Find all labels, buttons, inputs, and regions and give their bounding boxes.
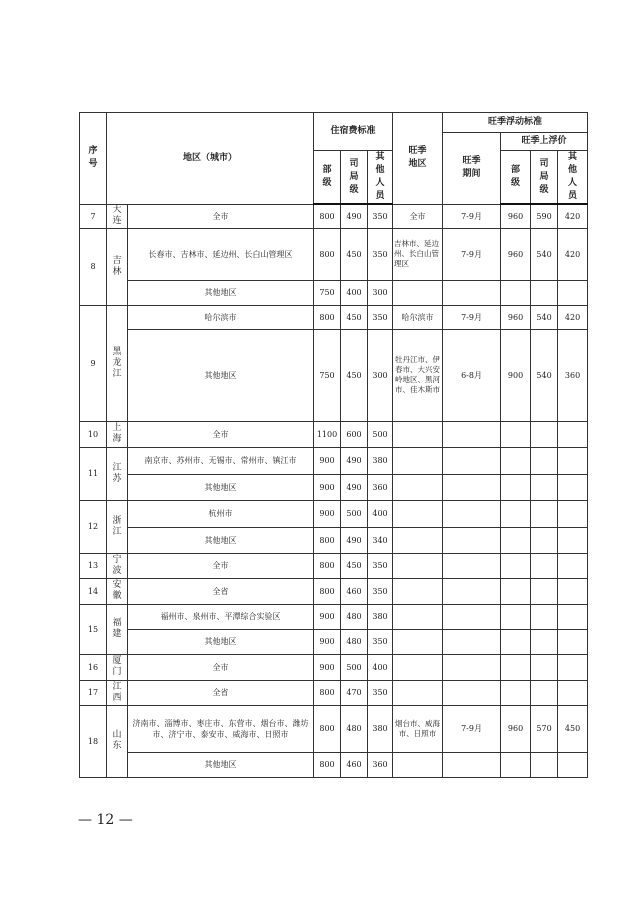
empty-cell [531,447,558,474]
city: 哈尔滨市 [128,305,314,329]
empty-cell [393,447,443,474]
dept-rate: 900 [314,447,341,474]
empty-cell [501,447,531,474]
empty-cell [443,500,501,527]
table-row [80,578,588,604]
peak-other-rate: 360 [558,329,588,421]
empty-cell [393,280,443,305]
peak-other-rate: 420 [558,228,588,280]
empty-cell [443,280,501,305]
row-no: 10 [80,421,107,447]
table-row [80,305,588,329]
empty-cell [558,474,588,500]
header-float-other: 其他人员 [558,151,588,205]
peak-period: 7-9月 [443,204,501,228]
header-dept: 部级 [314,151,341,205]
empty-cell [501,527,531,553]
empty-cell [558,752,588,777]
empty-cell [558,629,588,654]
empty-cell [393,654,443,680]
province: 黑龙江 [107,305,128,421]
row-no: 11 [80,447,107,500]
bureau-rate: 470 [341,680,368,705]
empty-cell [393,680,443,705]
province: 厦门 [107,654,128,680]
row-no: 8 [80,228,107,305]
empty-cell [393,421,443,447]
empty-cell [501,553,531,578]
city: 杭州市 [128,500,314,527]
bureau-rate: 450 [341,305,368,329]
empty-cell [443,447,501,474]
lodging-standard-table [79,112,588,778]
empty-cell [443,654,501,680]
table-row [80,447,588,474]
other-rate: 400 [368,654,393,680]
empty-cell [443,680,501,705]
dept-rate: 750 [314,329,341,421]
city: 其他地区 [128,629,314,654]
peak-bureau-rate: 570 [531,705,558,752]
province: 江苏 [107,447,128,500]
bureau-rate: 490 [341,527,368,553]
table-row [80,421,588,447]
other-rate: 350 [368,204,393,228]
city: 其他地区 [128,280,314,305]
dept-rate: 800 [314,553,341,578]
empty-cell [558,680,588,705]
row-no: 12 [80,500,107,553]
empty-cell [531,500,558,527]
other-rate: 380 [368,447,393,474]
empty-cell [443,474,501,500]
other-rate: 360 [368,474,393,500]
dept-rate: 900 [314,654,341,680]
header-float: 旺季浮动标准 [443,113,588,133]
table-row [80,280,588,305]
peak-dept-rate: 960 [501,228,531,280]
bureau-rate: 460 [341,578,368,604]
empty-cell [393,500,443,527]
peak-period: 7-9月 [443,228,501,280]
empty-cell [501,280,531,305]
other-rate: 500 [368,421,393,447]
empty-cell [501,500,531,527]
row-no: 17 [80,680,107,705]
peak-dept-rate: 960 [501,305,531,329]
row-no: 16 [80,654,107,680]
city: 其他地区 [128,752,314,777]
peak-period: 6-8月 [443,329,501,421]
peak-period: 7-9月 [443,305,501,329]
other-rate: 350 [368,578,393,604]
peak-bureau-rate: 590 [531,204,558,228]
province: 浙江 [107,500,128,553]
empty-cell [501,629,531,654]
city: 济南市、淄博市、枣庄市、东营市、烟台市、潍坊市、济宁市、泰安市、威海市、日照市 [128,705,314,752]
peak-area: 烟台市、威海市、日照市 [393,705,443,752]
empty-cell [501,474,531,500]
other-rate: 350 [368,305,393,329]
empty-cell [531,421,558,447]
province: 江西 [107,680,128,705]
empty-cell [531,527,558,553]
bureau-rate: 480 [341,705,368,752]
empty-cell [501,578,531,604]
other-rate: 360 [368,752,393,777]
row-no: 18 [80,705,107,777]
dept-rate: 1100 [314,421,341,447]
empty-cell [443,629,501,654]
empty-cell [443,604,501,629]
other-rate: 380 [368,604,393,629]
peak-dept-rate: 960 [501,204,531,228]
other-rate: 340 [368,527,393,553]
empty-cell [558,553,588,578]
row-no: 9 [80,305,107,421]
table-row [80,474,588,500]
dept-rate: 800 [314,578,341,604]
empty-cell [531,553,558,578]
other-rate: 300 [368,329,393,421]
city: 全省 [128,578,314,604]
city: 全市 [128,204,314,228]
empty-cell [393,629,443,654]
empty-cell [443,421,501,447]
empty-cell [558,527,588,553]
empty-cell [531,629,558,654]
header-lodging: 住宿费标准 [314,113,393,151]
table-row [80,553,588,578]
city: 其他地区 [128,474,314,500]
bureau-rate: 400 [341,280,368,305]
empty-cell [393,752,443,777]
empty-cell [393,604,443,629]
dept-rate: 800 [314,204,341,228]
empty-cell [393,578,443,604]
empty-cell [443,752,501,777]
dept-rate: 900 [314,500,341,527]
table-row [80,604,588,629]
dept-rate: 900 [314,474,341,500]
province: 宁波 [107,553,128,578]
province: 上海 [107,421,128,447]
header-float-bureau: 司局级 [531,151,558,205]
peak-area: 吉林市、延边州、长白山管理区 [393,228,443,280]
dept-rate: 800 [314,305,341,329]
bureau-rate: 600 [341,421,368,447]
peak-other-rate: 450 [558,705,588,752]
empty-cell [501,604,531,629]
page-number: — 12 — [78,812,133,828]
peak-bureau-rate: 540 [531,305,558,329]
header-peak-period: 旺季期间 [443,133,501,205]
other-rate: 380 [368,705,393,752]
peak-dept-rate: 960 [501,705,531,752]
empty-cell [443,553,501,578]
empty-cell [558,421,588,447]
empty-cell [531,578,558,604]
empty-cell [501,752,531,777]
empty-cell [558,604,588,629]
empty-cell [531,680,558,705]
empty-cell [443,578,501,604]
province: 安徽 [107,578,128,604]
table-row [80,329,588,421]
header-bureau: 司局级 [341,151,368,205]
dept-rate: 800 [314,705,341,752]
row-no: 14 [80,578,107,604]
header-other: 其他人员 [368,151,393,205]
province: 吉林 [107,228,128,305]
empty-cell [531,474,558,500]
empty-cell [501,421,531,447]
bureau-rate: 500 [341,500,368,527]
city: 长春市、吉林市、延边州、长白山管理区 [128,228,314,280]
city: 全市 [128,654,314,680]
empty-cell [531,280,558,305]
table-row [80,527,588,553]
city: 全市 [128,421,314,447]
province: 福建 [107,604,128,654]
table-row [80,680,588,705]
peak-area: 哈尔滨市 [393,305,443,329]
row-no: 13 [80,553,107,578]
other-rate: 350 [368,553,393,578]
header-float-dept: 部级 [501,151,531,205]
table-row [80,204,588,228]
header-area: 地区（城市） [107,113,314,205]
province: 山东 [107,705,128,777]
header-peak-area: 旺季地区 [393,113,443,205]
table-row [80,752,588,777]
other-rate: 300 [368,280,393,305]
row-no: 7 [80,204,107,228]
dept-rate: 900 [314,604,341,629]
peak-other-rate: 420 [558,204,588,228]
empty-cell [558,280,588,305]
empty-cell [393,553,443,578]
peak-other-rate: 420 [558,305,588,329]
other-rate: 350 [368,629,393,654]
city: 其他地区 [128,329,314,421]
other-rate: 350 [368,228,393,280]
dept-rate: 900 [314,629,341,654]
bureau-rate: 450 [341,228,368,280]
city: 全省 [128,680,314,705]
bureau-rate: 490 [341,447,368,474]
other-rate: 400 [368,500,393,527]
empty-cell [393,527,443,553]
empty-cell [558,500,588,527]
peak-bureau-rate: 540 [531,329,558,421]
peak-area: 全市 [393,204,443,228]
peak-area: 牡丹江市、伊春市、大兴安岭地区、黑河市、佳木斯市 [393,329,443,421]
peak-dept-rate: 900 [501,329,531,421]
bureau-rate: 480 [341,629,368,654]
city: 其他地区 [128,527,314,553]
dept-rate: 800 [314,752,341,777]
table-row [80,705,588,752]
empty-cell [558,654,588,680]
table-row [80,654,588,680]
row-no: 15 [80,604,107,654]
empty-cell [393,474,443,500]
other-rate: 350 [368,680,393,705]
dept-rate: 750 [314,280,341,305]
bureau-rate: 500 [341,654,368,680]
empty-cell [531,654,558,680]
dept-rate: 800 [314,228,341,280]
bureau-rate: 450 [341,553,368,578]
peak-bureau-rate: 540 [531,228,558,280]
empty-cell [558,447,588,474]
bureau-rate: 490 [341,474,368,500]
header-seq: 序号 [80,113,107,205]
city: 南京市、苏州市、无锡市、常州市、镇江市 [128,447,314,474]
peak-period: 7-9月 [443,705,501,752]
header-peak-up: 旺季上浮价 [501,133,588,151]
empty-cell [531,604,558,629]
empty-cell [531,752,558,777]
table-row [80,228,588,280]
empty-cell [501,654,531,680]
empty-cell [443,527,501,553]
bureau-rate: 480 [341,604,368,629]
bureau-rate: 460 [341,752,368,777]
dept-rate: 800 [314,680,341,705]
table-row [80,629,588,654]
province: 大连 [107,204,128,228]
empty-cell [501,680,531,705]
table-row [80,500,588,527]
bureau-rate: 490 [341,204,368,228]
city: 福州市、泉州市、平潭综合实验区 [128,604,314,629]
empty-cell [558,578,588,604]
bureau-rate: 450 [341,329,368,421]
dept-rate: 800 [314,527,341,553]
city: 全市 [128,553,314,578]
